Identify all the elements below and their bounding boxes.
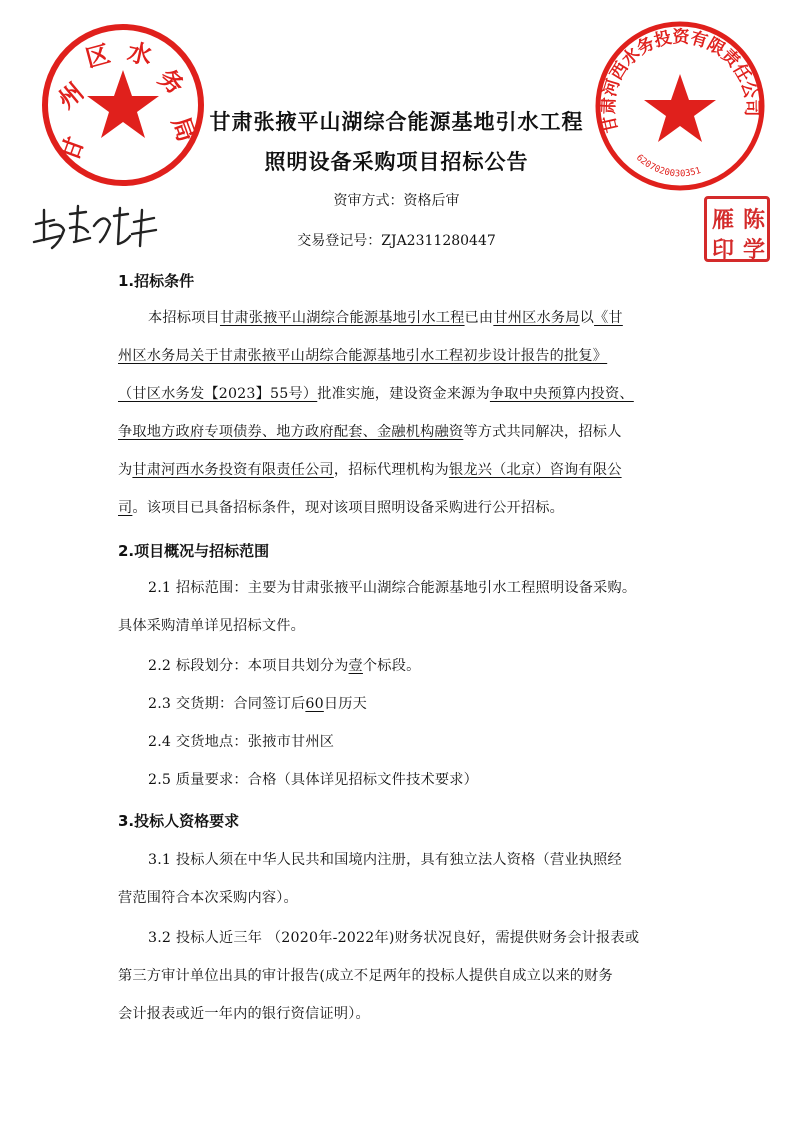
agent-name: 司 [118,500,133,516]
text-span: 已由 [464,310,494,326]
text-span: 本招标项目 [148,310,220,326]
svg-text:务: 务 [152,63,190,101]
paragraph-line [118,459,683,479]
text-span: 2.2 标段划分：本项目共划分为 [148,658,349,674]
approval-doc: 《甘 [594,310,623,326]
text-span: 等方式共同解决，招标人 [463,424,622,440]
funding-source: 争取中央预算内投资、 [489,386,634,402]
item-3-1-cont: 营范围符合本次采购内容）。 [118,890,298,906]
tenderer-name: 甘肃河西水务投资有限责任公司 [132,462,334,478]
item-2-5: 2.5 质量要求：合格（具体详见招标文件技术要求） [148,772,479,788]
right-seal-code: 6207020030351 [633,152,703,180]
item-3-2: 3.2 投标人近三年 （2020年-2022年)财务状况良好，需提供财务会计报表或 [148,930,640,946]
svg-text:局: 局 [166,113,201,146]
svg-text:区: 区 [82,39,114,73]
item-3-2-cont: 会计报表或近一年内的银行资信证明）。 [118,1006,370,1022]
item-2-3 [148,693,713,713]
paragraph-line [118,497,683,517]
section-heading: 3.投标人资格要求 [118,812,240,830]
paragraph-line [118,383,683,403]
delivery-days: 60 [305,696,324,712]
text-span: 日历天 [323,696,367,712]
text-span: 。该项目已具备招标条件，现对该项目照明设备采购进行公开招标。 [132,500,565,516]
project-name: 甘肃张掖平山湖综合能源基地引水工程 [219,310,465,326]
text-span: 2.3 交货期：合同签订后 [148,696,306,712]
seal-char: 雁 [712,208,735,233]
text-span: 批准实施，建设资金来源为 [317,386,490,402]
paragraph-line [118,421,683,441]
lot-count: 壹 [348,658,363,674]
agent-name: 银龙兴（北京）咨询有限公 [448,462,622,478]
item-3-1: 3.1 投标人须在中华人民共和国境内注册，具有独立法人资格（营业执照经 [148,852,622,868]
paragraph-line [118,345,683,365]
item-2-4: 2.4 交货地点：张掖市甘州区 [148,734,335,750]
registration-number: 交易登记号：ZJA2311280447 [297,233,496,249]
svg-text:水: 水 [125,37,155,71]
review-method: 资审方式：资格后审 [333,193,460,209]
approver-name: 甘州区水务局 [493,310,580,326]
text-span: 个标段。 [362,658,421,674]
right-seal-text: 甘肃河西水务投资有限责任公司 [598,27,762,135]
text-span: 以 [579,310,595,326]
seal-char: 印 [712,238,735,263]
seal-char: 陈 [743,208,766,233]
svg-text:州: 州 [52,77,90,115]
svg-text:甘: 甘 [55,133,90,166]
section-heading: 2.项目概况与招标范围 [118,542,270,560]
text-span: 为 [118,462,133,478]
item-2-1: 2.1 招标范围：主要为甘肃张掖平山湖综合能源基地引水工程照明设备采购。 [148,580,637,596]
document-title-line-1: 甘肃张掖平山湖综合能源基地引水工程 [209,110,584,134]
item-2-2 [148,655,713,675]
item-2-1-cont: 具体采购清单详见招标文件。 [118,618,306,634]
document-title-line-2: 照明设备采购项目招标公告 [264,150,529,174]
funding-source: 争取地方政府专项债券、地方政府配套、金融机构融资 [118,424,464,440]
approval-doc: 州区水务局关于甘肃张掖平山胡综合能源基地引水工程初步设计报告的批复》 [118,348,608,364]
item-3-2-cont: 第三方审计单位出具的审计报告(成立不足两年的投标人提供自成立以来的财务 [118,968,613,984]
section-heading: 1.招标条件 [118,272,195,290]
text-span: ，招标代理机构为 [333,462,449,478]
seal-char: 学 [743,238,766,263]
paragraph-line [148,307,713,327]
approval-doc-number: （甘区水务发【2023】55号） [118,386,318,402]
